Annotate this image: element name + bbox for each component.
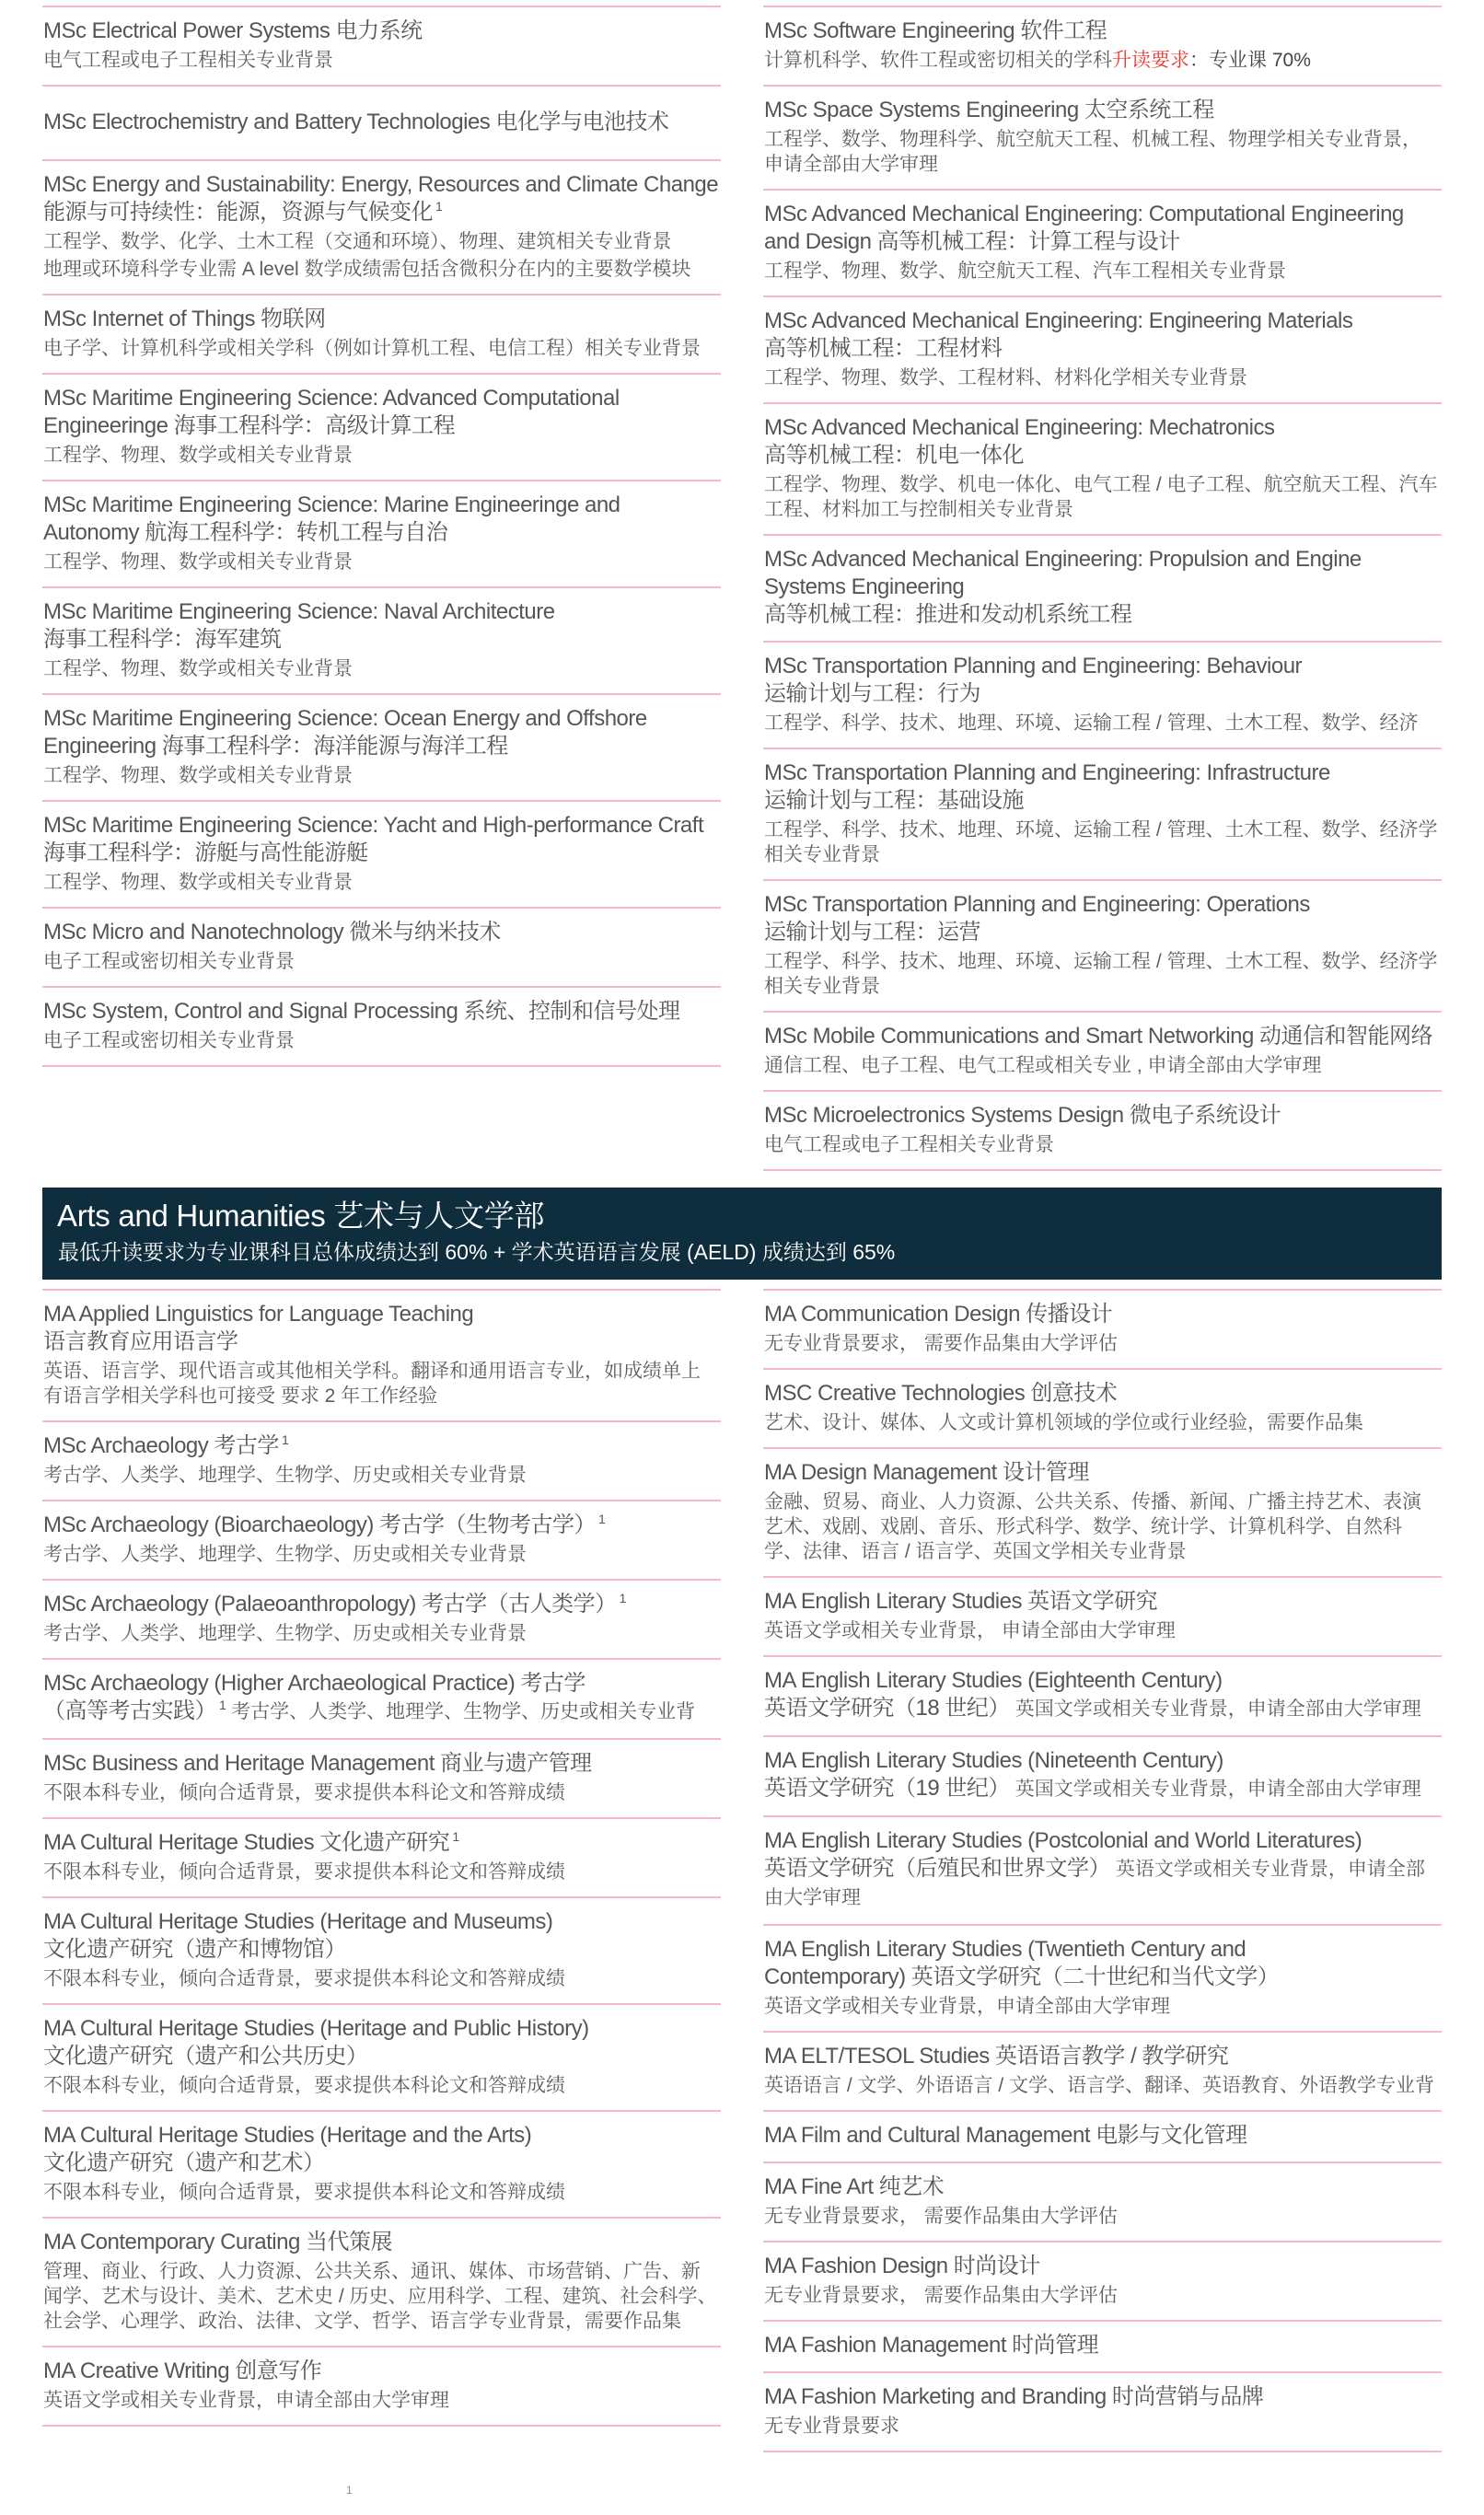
program-desc: 无专业背景要求 (764, 2416, 899, 2437)
program-desc: 工程学、物理、数学或相关专业背景 (43, 551, 353, 573)
program-desc: 工程学、物理、数学、机电一体化、电气工程 / 电子工程、航空航天工程、汽车工程、材料加工与控制相关专业背景 (764, 474, 1438, 520)
program-desc-highlight: 升读要求 (1112, 50, 1189, 71)
program-title: MA Contemporary Curating 当代策展 (43, 2230, 392, 2254)
program-title: MA Applied Linguistics for Language Teaching 语言教育应用语言学 (43, 1302, 474, 1354)
program-desc: 不限本科专业，倾向合适背景，要求提供本科论文和答辩成绩 (43, 1782, 565, 1803)
program-row (763, 749, 1442, 881)
program-desc: 无专业背景要求， 需要作品集由大学评估 (764, 2285, 1118, 2306)
program-row (763, 1578, 1442, 1657)
program-desc: 电子工程或密切相关专业背景 (43, 1030, 295, 1051)
program-title: MA Communication Design 传播设计 (764, 1302, 1113, 1327)
program-title: MSc Advanced Mechanical Engineering: Propulsion and Engine Systems Engineering 高等机械工程：推进和发动机系统工程 (764, 547, 1362, 627)
engineering-right-column (763, 6, 1442, 1171)
program-title: MSc Business and Heritage Management 商业与遗产管理 (43, 1751, 592, 1776)
program-row (763, 1817, 1442, 1926)
program-title: MSc Maritime Engineering Science: Naval Architecture 海事工程科学：海军建筑 (43, 599, 555, 652)
faculty-banner (42, 1188, 1442, 1280)
program-row (42, 296, 721, 375)
program-title: MSc Advanced Mechanical Engineering: Mechatronics 高等机械工程：机电一体化 (764, 415, 1275, 468)
program-row (42, 375, 721, 481)
program-row (42, 588, 721, 695)
program-desc (764, 48, 1440, 73)
program-row (763, 1737, 1442, 1817)
program-desc-inline: 英语文学或相关专业背景，申请全部由大学审理 (764, 1859, 1425, 1908)
program-title: MA ELT/TESOL Studies 英语语言教学 / 教学研究 (764, 2044, 1229, 2069)
program-row (42, 87, 721, 161)
program-title: MSc Maritime Engineering Science: Yacht and High-performance Craft 海事工程科学：游艇与高性能游艇 (43, 813, 704, 865)
program-title: MSc Archaeology (Bioarchaeology) 考古学（生物考古学） $^1$ (43, 1512, 606, 1537)
program-title: MSc Advanced Mechanical Engineering: Engineering Materials 高等机械工程：工程材料 (764, 308, 1353, 361)
program-desc-text: 计算机科学、软件工程或密切相关的学科 (764, 50, 1112, 71)
program-row (763, 191, 1442, 297)
program-desc: 电气工程或电子工程相关专业背景 (43, 50, 333, 71)
program-row (42, 2219, 721, 2347)
program-desc-highlight: ：专业课 70% (1189, 50, 1311, 71)
program-row (42, 1660, 721, 1740)
program-title: MA Fashion Management 时尚管理 (764, 2333, 1099, 2358)
program-title: MA Fashion Design 时尚设计 (764, 2254, 1040, 2278)
program-title: MSC Creative Technologies 创意技术 (764, 1381, 1118, 1406)
program-row (763, 1370, 1442, 1449)
footnote-superscript: 1 (219, 1698, 226, 1712)
program-title: MSc Micro and Nanotechnology 微米与纳米技术 (43, 920, 501, 945)
program-row (763, 297, 1442, 404)
program-title: MSc Archaeology (Higher Archaeological Practice) 考古学 （高等考古实践） $^1$ 考古学、人类学、地理学、生物学、历史或相关专业背 (43, 1671, 696, 1723)
program-desc: 电子工程或密切相关专业背景 (43, 951, 295, 972)
program-desc: 工程学、物理、数学、航空航天工程、汽车工程相关专业背景 (764, 261, 1286, 282)
program-row (42, 1819, 721, 1898)
program-title: MSc Archaeology 考古学 $^1$ (43, 1432, 289, 1458)
program-row (763, 643, 1442, 749)
program-desc: 金融、贸易、商业、人力资源、公共关系、传播、新闻、广播主持艺术、表演艺术、戏剧、戏剧、音乐、形式科学、数学、统计学、计算机科学、自然科学、法律、语言 / 语言学、英国文学相关专业背景 (764, 1491, 1421, 1562)
program-row (763, 2033, 1442, 2112)
program-row (42, 481, 721, 588)
engineering-section (42, 6, 1442, 1171)
program-title: MA Creative Writing 创意写作 (43, 2359, 322, 2383)
program-desc: 英语文学或相关专业背景， 申请全部由大学审理 (764, 1620, 1176, 1641)
program-title: MSc System, Control and Signal Processing 系统、控制和信号处理 (43, 999, 680, 1024)
program-title: MSc Maritime Engineering Science: Advanced Computational Engineeringe 海事工程科学：高级计算工程 (43, 386, 620, 438)
faculty-banner-subtitle: 最低升读要求为专业课科目总体成绩达到 60% + 学术英语语言发展 (AELD) 成绩达到 65% (58, 1240, 896, 1264)
program-title: MA Design Management 设计管理 (764, 1460, 1089, 1485)
program-title: MSc Energy and Sustainability: Energy, Resources and Climate Change 能源与可持续性：能源，资源与气候变化 $^1$ (43, 172, 719, 225)
program-desc: 工程学、数学、化学、土木工程（交通和环境）、物理、建筑相关专业背景 (43, 231, 672, 252)
program-desc: 英语文学或相关专业背景，申请全部由大学审理 (764, 1996, 1170, 2017)
program-title: MSc Maritime Engineering Science: Ocean Energy and Offshore Engineering 海事工程科学：海洋能源与海洋工程 (43, 706, 647, 759)
program-row (42, 1898, 721, 2005)
program-title: MA English Literary Studies (Postcolonial and World Literatures) 英语文学研究（后殖民和世界文学） 英语文学或相关专业背景，申请全部由大学审理 (764, 1828, 1425, 1908)
footnote-superscript: 1 (452, 1829, 459, 1844)
program-row (42, 802, 721, 909)
program-title: MSc Archaeology (Palaeoanthropology) 考古学（古人类学） $^1$ (43, 1591, 626, 1617)
program-desc: 英语、语言学、现代语言或其他相关学科。翻译和通用语言专业，如成绩单上有语言学相关学科也可接受 要求 2 年工作经验 (43, 1361, 701, 1407)
program-title: MSc Transportation Planning and Engineering: Operations 运输计划与工程：运营 (764, 892, 1310, 945)
program-desc: 无专业背景要求， 需要作品集由大学评估 (764, 1333, 1118, 1354)
footnote-superscript: 1 (619, 1591, 626, 1605)
program-row (763, 536, 1442, 643)
arts-section (42, 1289, 1442, 2452)
program-title: MA Fashion Marketing and Branding 时尚营销与品牌 (764, 2384, 1264, 2409)
program-row (42, 695, 721, 802)
program-title: MSc Advanced Mechanical Engineering: Computational Engineering and Design 高等机械工程：计算工程与设计 (764, 202, 1404, 254)
program-desc: 不限本科专业，倾向合适背景，要求提供本科论文和答辩成绩 (43, 1861, 565, 1883)
program-desc-inline: 考古学、人类学、地理学、生物学、历史或相关专业背 (226, 1701, 696, 1722)
program-row (763, 2112, 1442, 2163)
program-row (763, 2243, 1442, 2322)
program-row (763, 2322, 1442, 2373)
footnote-mark: 1 (346, 2484, 353, 2497)
program-row (763, 1291, 1442, 1370)
program-desc: 考古学、人类学、地理学、生物学、历史或相关专业背景 (43, 1623, 527, 1644)
program-desc: 工程学、科学、技术、地理、环境、运输工程 / 管理、土木工程、数学、经济 (764, 713, 1419, 734)
arts-left-column (42, 1289, 721, 2427)
program-desc: 通信工程、电子工程、电气工程或相关专业 , 申请全部由大学审理 (764, 1055, 1322, 1076)
footnote-superscript: 1 (435, 199, 443, 214)
program-title: MSc Software Engineering 软件工程 (764, 18, 1107, 43)
program-row (42, 909, 721, 988)
arts-right-column (763, 1289, 1442, 2452)
program-row (763, 2163, 1442, 2243)
footnote-superscript: 1 (598, 1512, 606, 1526)
program-row (763, 87, 1442, 191)
program-row (42, 161, 721, 296)
program-desc: 英语语言 / 文学、外语语言 / 文学、语言学、翻译、英语教育、外语教学专业背 (764, 2075, 1435, 2096)
program-title: MSc Internet of Things 物联网 (43, 307, 326, 331)
program-row (763, 1092, 1442, 1171)
program-row (42, 1422, 721, 1501)
program-title: MSc Microelectronics Systems Design 微电子系统设计 (764, 1103, 1281, 1128)
program-title: MA Cultural Heritage Studies (Heritage and Museums) 文化遗产研究（遗产和博物馆） (43, 1909, 553, 1962)
program-title: MSc Space Systems Engineering 太空系统工程 (764, 98, 1214, 122)
program-desc: 考古学、人类学、地理学、生物学、历史或相关专业背景 (43, 1465, 527, 1486)
program-title: MA Fine Art 纯艺术 (764, 2174, 945, 2199)
program-desc-inline: 英国文学或相关专业背景，申请全部由大学审理 (1009, 1779, 1421, 1800)
engineering-left-column (42, 6, 721, 1067)
program-desc: 工程学、科学、技术、地理、环境、运输工程 / 管理、土木工程、数学、经济学相关专业背景 (764, 819, 1438, 865)
program-row (42, 1740, 721, 1819)
program-row (42, 1581, 721, 1660)
program-title: MA English Literary Studies (Eighteenth Century) 英语文学研究（18 世纪） 英国文学或相关专业背景，申请全部由大学审理 (764, 1668, 1421, 1721)
program-desc: 电气工程或电子工程相关专业背景 (764, 1134, 1054, 1155)
program-desc: 英语文学或相关专业背景，申请全部由大学审理 (43, 2390, 449, 2411)
program-row (42, 1291, 721, 1422)
program-row (42, 1501, 721, 1581)
faculty-banner-title: Arts and Humanities 艺术与人文学部 (57, 1199, 545, 1233)
program-desc: 工程学、科学、技术、地理、环境、运输工程 / 管理、土木工程、数学、经济学相关专业背景 (764, 951, 1438, 997)
program-row (763, 881, 1442, 1013)
program-title: MA Cultural Heritage Studies 文化遗产研究 $^1$ (43, 1829, 459, 1855)
program-desc: 工程学、物理、数学或相关专业背景 (43, 658, 353, 679)
program-desc: 工程学、物理、数学、工程材料、材料化学相关专业背景 (764, 367, 1247, 388)
program-title: MA English Literary Studies (Nineteenth Century) 英语文学研究（19 世纪） 英国文学或相关专业背景，申请全部由大学审理 (764, 1748, 1421, 1801)
program-desc-inline: 英国文学或相关专业背景，申请全部由大学审理 (1009, 1698, 1421, 1720)
program-row (42, 2005, 721, 2112)
program-desc: 工程学、物理、数学或相关专业背景 (43, 765, 353, 786)
program-desc: 工程学、数学、物理科学、航空航天工程、机械工程、物理学相关专业背景，申请全部由大学审理 (764, 129, 1421, 175)
program-title: MA Cultural Heritage Studies (Heritage and the Arts) 文化遗产研究（遗产和艺术） (43, 2123, 532, 2175)
program-desc: 考古学、人类学、地理学、生物学、历史或相关专业背景 (43, 1544, 527, 1565)
program-row (763, 1013, 1442, 1092)
program-row (763, 1449, 1442, 1578)
program-row (42, 7, 721, 87)
program-desc: 不限本科专业，倾向合适背景，要求提供本科论文和答辩成绩 (43, 2182, 565, 2203)
program-desc: 艺术、设计、媒体、人文或计算机领域的学位或行业经验，需要作品集 (764, 1412, 1363, 1433)
engineering-columns (42, 6, 1442, 1171)
program-desc: 不限本科专业，倾向合适背景，要求提供本科论文和答辩成绩 (43, 2075, 565, 2096)
program-title: MSc Electrochemistry and Battery Technologies 电化学与电池技术 (43, 110, 669, 134)
program-row (763, 7, 1442, 87)
program-title: MA Film and Cultural Management 电影与文化管理 (764, 2123, 1247, 2148)
program-title: MSc Maritime Engineering Science: Marine Engineeringe and Autonomy 航海工程科学：转机工程与自治 (43, 493, 620, 545)
program-title: MA Cultural Heritage Studies (Heritage and Public History) 文化遗产研究（遗产和公共历史） (43, 2016, 589, 2069)
program-row (42, 2347, 721, 2427)
footnote-superscript: 1 (281, 1432, 289, 1447)
program-title: MA English Literary Studies 英语文学研究 (764, 1589, 1158, 1614)
program-desc: 地理或环境科学专业需 A level 数学成绩需包括含微积分在内的主要数学模块 (43, 259, 691, 280)
program-desc: 工程学、物理、数学或相关专业背景 (43, 445, 353, 466)
program-title: MSc Mobile Communications and Smart Networking 动通信和智能网络 (764, 1024, 1433, 1049)
program-desc: 电子学、计算机科学或相关学科（例如计算机工程、电信工程）相关专业背景 (43, 338, 701, 359)
program-title: MSc Transportation Planning and Engineering: Infrastructure 运输计划与工程：基础设施 (764, 760, 1330, 813)
program-title: MSc Transportation Planning and Engineering: Behaviour 运输计划与工程：行为 (764, 654, 1303, 706)
program-desc: 不限本科专业，倾向合适背景，要求提供本科论文和答辩成绩 (43, 1968, 565, 1989)
program-row (42, 2112, 721, 2219)
program-row (763, 1926, 1442, 2033)
program-desc: 工程学、物理、数学或相关专业背景 (43, 872, 353, 893)
program-title: MA English Literary Studies (Twentieth Century and Contemporary) 英语文学研究（二十世纪和当代文学） (764, 1937, 1280, 1989)
arts-columns (42, 1289, 1442, 2452)
program-row (763, 404, 1442, 536)
program-desc: 无专业背景要求， 需要作品集由大学评估 (764, 2206, 1118, 2227)
program-desc: 管理、商业、行政、人力资源、公共关系、通讯、媒体、市场营销、广告、新闻学、艺术与设计、美术、艺术史 / 历史、应用科学、工程、建筑、社会科学、社会学、心理学、政治、法律、文学、哲学、语言学专业背景，需要作品集 (43, 2261, 717, 2332)
program-row (763, 1657, 1442, 1737)
program-title: MSc Electrical Power Systems 电力系统 (43, 18, 423, 43)
program-row (763, 2373, 1442, 2452)
program-row (42, 988, 721, 1067)
